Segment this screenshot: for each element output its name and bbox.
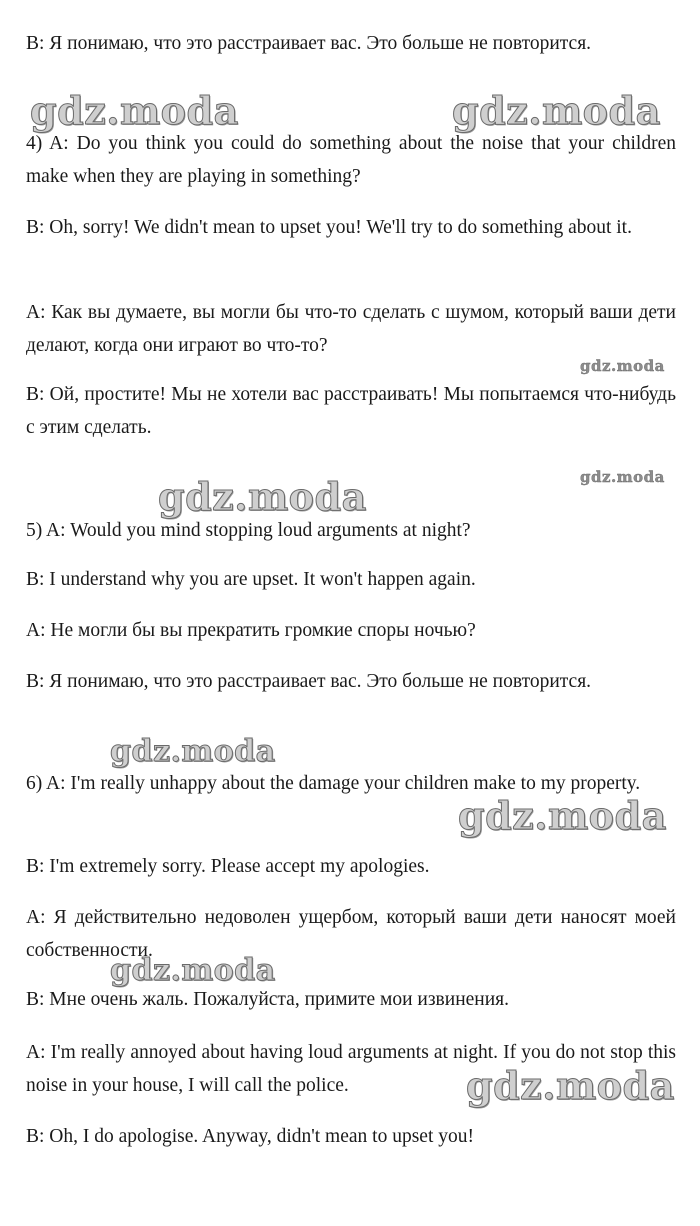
watermark-logo: gdz.moda <box>30 88 239 133</box>
watermark-logo: gdz.moda <box>110 734 276 769</box>
watermark-logo: gdz.moda <box>110 953 276 988</box>
dialogue-line: A: Как вы думаете, вы могли бы что-то сделать с шумом, который ваши дети делают, когда они играют во что-то? <box>26 302 676 356</box>
dialogue-line: B: Я понимаю, что это расстраивает вас. Это больше не повторится. <box>26 671 592 692</box>
dialogue-line: 4) A: Do you think you could do something about the noise that your children make when they are playing in something? <box>26 133 676 187</box>
watermark-logo: gdz.moda <box>466 1063 675 1108</box>
watermark-logo: gdz.moda <box>458 793 667 838</box>
dialogue-line: B: Oh, I do apologise. Anyway, didn't mean to upset you! <box>26 1126 474 1147</box>
dialogue-line: B: Oh, sorry! We didn't mean to upset you! We'll try to do something about it. <box>26 217 632 238</box>
dialogue-line: 5) A: Would you mind stopping loud arguments at night? <box>26 520 471 541</box>
dialogue-line: A: I'm really annoyed about having loud arguments at night. If you do not stop this noise in your house, I will call the police. <box>26 1042 676 1096</box>
dialogue-line: 6) A: I'm really unhappy about the damage your children make to my property. <box>26 773 641 794</box>
dialogue-line: B: Мне очень жаль. Пожалуйста, примите мои извинения. <box>26 989 510 1010</box>
watermark-logo: gdz.moda <box>580 357 665 375</box>
dialogue-line: B: Ой, простите! Мы не хотели вас расстраивать! Мы попытаемся что-нибудь с этим сделать. <box>26 384 676 438</box>
dialogue-line: A: Не могли бы вы прекратить громкие споры ночью? <box>26 620 476 641</box>
watermark-logo: gdz.moda <box>452 88 661 133</box>
dialogue-line: A: Я действительно недоволен ущербом, который ваши дети наносят моей собственности. <box>26 907 676 961</box>
dialogue-line: B: Я понимаю, что это расстраивает вас. Это больше не повторится. <box>26 33 592 54</box>
watermark-logo: gdz.moda <box>158 474 367 519</box>
watermark-logo: gdz.moda <box>580 468 665 486</box>
dialogue-line: B: I understand why you are upset. It won't happen again. <box>26 569 476 590</box>
dialogue-line: B: I'm extremely sorry. Please accept my apologies. <box>26 856 430 877</box>
